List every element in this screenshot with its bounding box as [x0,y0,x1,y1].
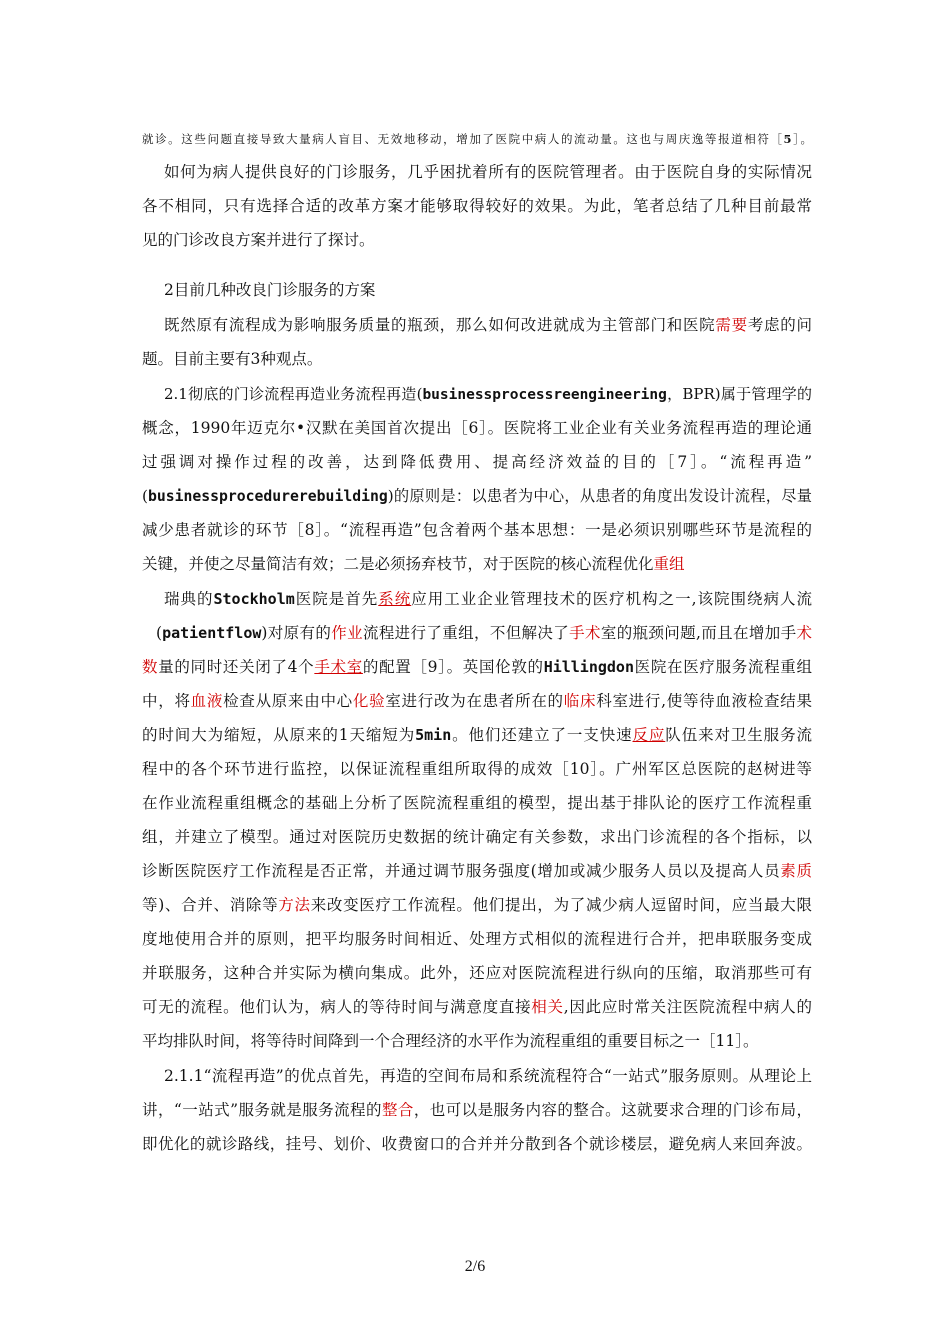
text: 流程进行了重组，不但解决了 [362,624,570,642]
link-keyword[interactable]: 需要 [715,316,748,334]
paragraph-line-9: 概念，1990年迈克尔•汉默在美国首次提出［6］。医院将工业企业有关业务流程再造的理论通 [142,419,812,437]
text: ，BPR)属于管理学的 [666,385,812,403]
paragraph-line-23 [142,895,812,915]
paragraph-line-12: 减少患者就诊的环节［8］。“流程再造”包含着两个基本思想：一是必须识别哪些环节是流程的 [142,521,812,539]
paragraph-line-13 [142,554,812,574]
text: 室进行改为在患者所在的 [385,692,564,710]
paragraph-line-26 [142,997,812,1017]
text: 的配置［9］。英国伦敦的 [362,658,544,676]
paragraph-line-7: 题。目前主要有3种观点。 [142,350,323,368]
text: 2.1彻底的门诊流程再造业务流程再造( [164,385,423,403]
text: 考虑的问 [747,316,812,334]
text: )对原有的 [261,624,332,642]
link-keyword[interactable]: 重组 [653,555,685,573]
link-keyword[interactable]: 系统 [378,590,412,608]
paragraph-line-19: 程中的各个环节进行监控，以保证流程重组所取得的成效［10］。广州军区总医院的赵树进等 [142,760,812,778]
text: 检查从原来由中心 [223,692,353,710]
link-keyword[interactable]: 素质 [780,862,812,880]
text: 讲，“一站式”服务就是服务流程的 [142,1101,382,1119]
link-keyword[interactable]: 血液 [190,692,224,710]
english-term: businessprocessreengineering [422,387,667,403]
text: 中，将 [142,692,191,710]
citation: 5 [783,132,792,146]
text: ( [142,487,148,505]
paragraph-line-25: 并联服务，这种合并实际为横向集成。此外，还应对医院流程进行纵向的压缩，取消那些可有 [142,964,812,982]
paragraph-line-4: 见的门诊改良方案并进行了探讨。 [142,231,375,249]
link-keyword[interactable]: 作业 [331,624,363,642]
paragraph-line-16 [142,657,812,677]
english-term: Hillingdon [543,658,634,676]
paragraph-line-20: 在作业流程重组概念的基础上分析了医院流程重组的模型，提出基于排队论的医疗工作流程重 [142,794,812,812]
text: 瑞典的 [164,590,214,608]
paragraph-line-1 [142,129,812,149]
english-term: Stockholm [213,590,295,608]
paragraph-line-17 [142,691,812,711]
paragraph-line-21: 组，并建立了模型。通过对医院历史数据的统计确定有关参数，求出门诊流程的各个指标，以 [142,828,812,846]
link-keyword[interactable]: 手术 [569,624,601,642]
text: 室的瓶颈问题,而且在增加手 [600,624,797,642]
paragraph-line-18 [142,725,812,745]
text: 量的同时还关闭了4个 [158,658,315,676]
text: 应用工业企业管理技术的医疗机构之一,该院围绕病人流 [411,590,812,608]
paragraph-line-11 [142,486,812,507]
text: 医院是首先 [294,590,379,608]
english-term: 5min [415,726,452,744]
page-number: 2/6 [464,1258,486,1275]
text: 队伍来对卫生服务流 [665,726,812,744]
text: 。他们还建立了一支快速 [451,726,633,744]
text: ，也可以是服务内容的整合。这就要求合理的门诊布局， [413,1101,812,1119]
text: ［ [770,132,784,146]
paragraph-line-14 [164,589,812,609]
text: 可无的流程。他们认为，病人的等待时间与满意度直接 [142,998,532,1016]
text: 就诊。这些问题直接导致大量病人盲目、无效地移动，增加了医院中病人的流动量。这也与周庆逸等报道相符 [142,132,771,146]
text: ,因此应时常关注医院流程中病人的 [563,998,812,1016]
link-keyword[interactable]: 手术室 [314,658,363,676]
text: 的时间大为缩短，从原来的1天缩短为 [142,726,416,744]
english-term: businessprocedurerebuilding [147,488,388,505]
paragraph-line-15 [156,623,812,643]
paragraph-line-28: 2.1.1“流程再造”的优点首先，再造的空间布局和系统流程符合“一站式”服务原则。从理论上 [164,1067,812,1085]
english-term: patientflow [162,624,262,642]
paragraph-line-24: 度地使用合并的原则，把平均服务时间相近、处理方式相似的流程进行合并，把串联服务变成 [142,930,812,948]
text: 等)、合并、消除等 [142,896,279,914]
text: ( [156,624,163,642]
link-keyword[interactable]: 临床 [563,692,597,710]
text: 来改变医疗工作流程。他们提出，为了减少病人逗留时间，应当最大限 [310,896,812,914]
paragraph-line-22 [142,861,812,881]
text: )的原则是：以患者为中心，从患者的角度出发设计流程，尽量 [387,487,812,505]
section-heading: 2目前几种改良门诊服务的方案 [164,281,376,299]
paragraph-line-3: 各不相同，只有选择合适的改革方案才能够取得较好的效果。为此，笔者总结了几种目前最常 [142,197,812,215]
text: 既然原有流程成为影响服务质量的瓶颈，那么如何改进就成为主管部门和医院 [164,316,716,334]
link-keyword[interactable]: 相关 [531,998,564,1016]
paragraph-line-2: 如何为病人提供良好的门诊服务，几乎困扰着所有的医院管理者。由于医院自身的实际情况 [164,163,812,181]
paragraph-line-30: 即优化的就诊路线，挂号、划价、收费窗口的合并并分散到各个就诊楼层，避免病人来回奔波。 [142,1135,812,1153]
link-keyword[interactable]: 化验 [352,692,386,710]
link-keyword[interactable]: 反应 [632,726,666,744]
paragraph-line-29 [142,1100,812,1120]
paragraph-line-8 [164,384,812,405]
link-keyword[interactable]: 整合 [381,1101,414,1119]
paragraph-line-6 [164,315,812,335]
text: 科室进行,使等待血液检查结果 [596,692,812,710]
paragraph-line-27: 平均排队时间，将等待时间降到一个合理经济的水平作为流程重组的重要目标之一［11］。 [142,1032,759,1050]
text: 医院在医疗服务流程重组 [634,658,812,676]
text: 关键，并使之尽量简洁有效；二是必须扬弃枝节，对于医院的核心流程优化 [142,555,654,573]
link-keyword[interactable]: 方法 [278,896,311,914]
link-keyword[interactable]: 数 [142,658,159,676]
text: ］。 [791,132,812,146]
link-keyword[interactable]: 术 [796,624,812,642]
text: 诊断医院医疗工作流程是否正常，并通过调节服务强度(增加或减少服务人员以及提高人员 [142,862,781,880]
paragraph-line-10: 过强调对操作过程的改善，达到降低费用、提高经济效益的目的［7］。“流程再造” [142,453,812,471]
